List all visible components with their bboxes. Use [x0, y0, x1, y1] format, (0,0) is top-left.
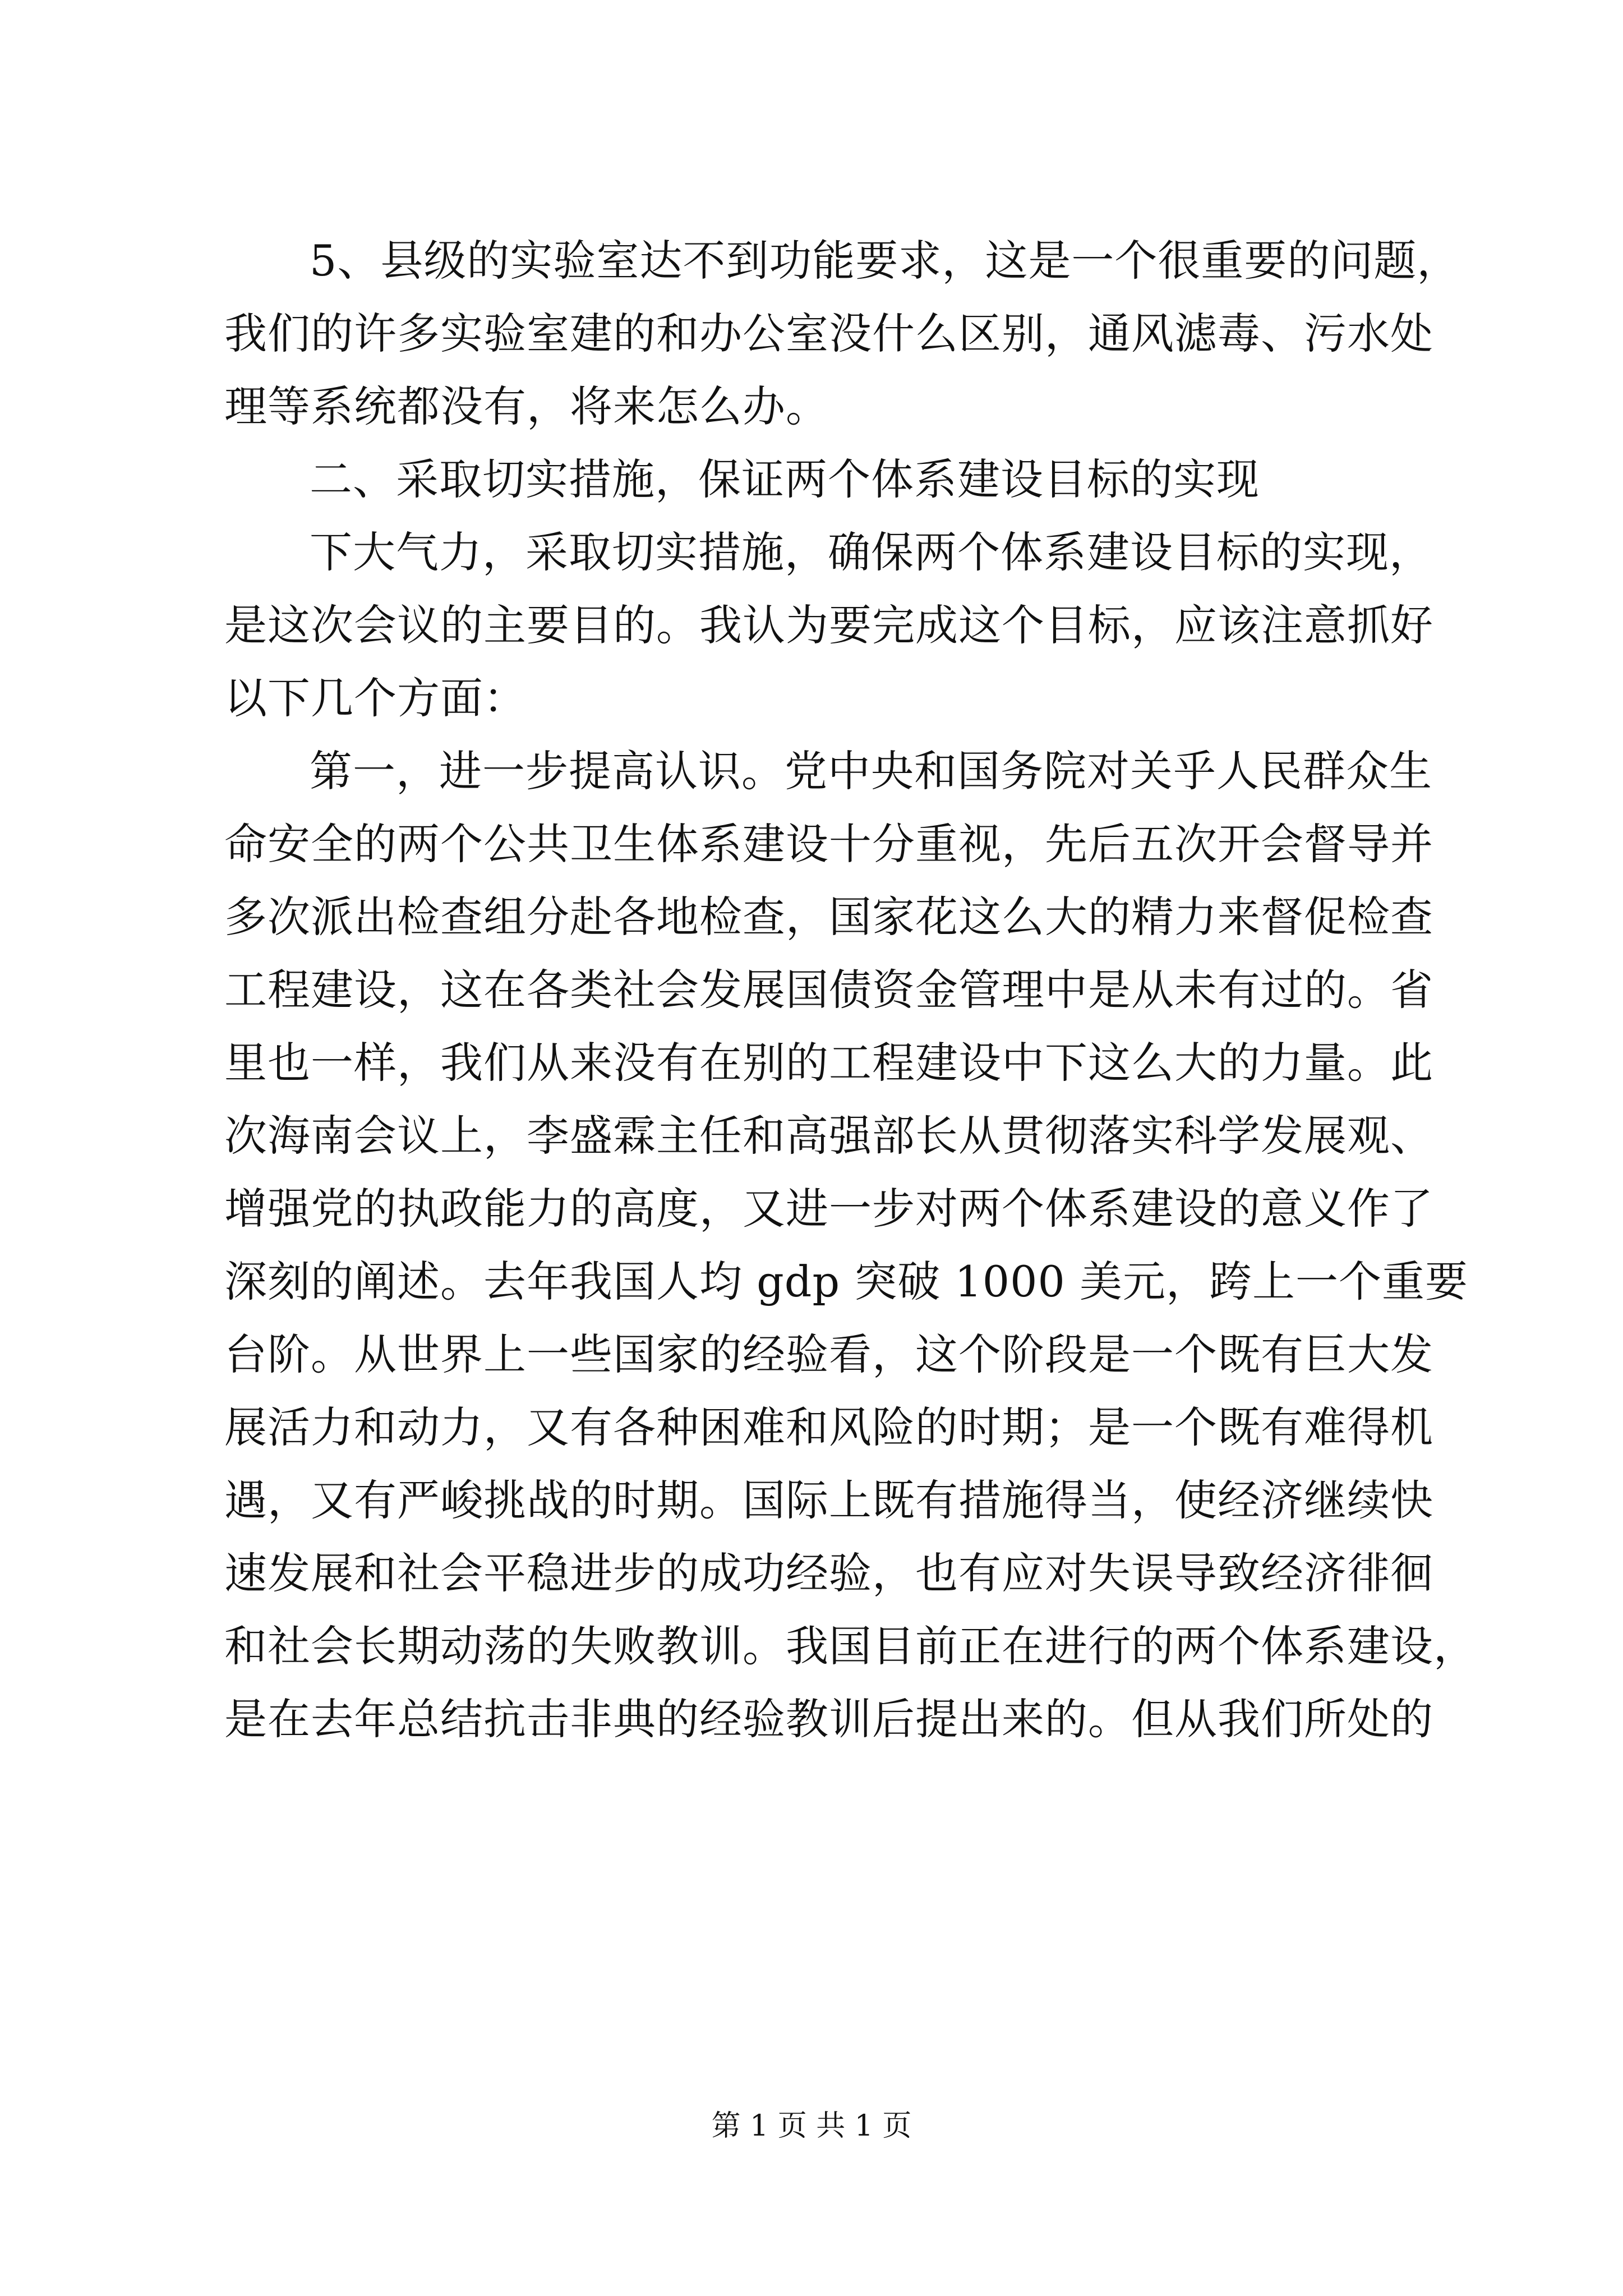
- document-body: [224, 224, 1477, 1756]
- paragraph-line: 次海南会议上，李盛霖主任和高强部长从贯彻落实科学发展观、: [224, 1111, 1433, 1161]
- paragraph-line: 以下几个方面：: [224, 673, 527, 723]
- paragraph-line: 里也一样，我们从来没有在别的工程建设中下这么大的力量。此: [224, 1038, 1433, 1088]
- paragraph-line: 是在去年总结抗击非典的经验教训后提出来的。但从我们所处的: [224, 1694, 1433, 1744]
- paragraph-line: 台阶。从世界上一些国家的经验看，这个阶段是一个既有巨大发: [224, 1329, 1433, 1379]
- page-footer: [0, 2104, 1623, 2148]
- section-heading: 二、采取切实措施，保证两个体系建设目标的实现: [310, 454, 1260, 504]
- paragraph-line: 下大气力，采取切实措施，确保两个体系建设目标的实现，: [310, 527, 1432, 577]
- paragraph-line: 是这次会议的主要目的。我认为要完成这个目标，应该注意抓好: [224, 600, 1433, 650]
- paragraph-line: 速发展和社会平稳进步的成功经验，也有应对失误导致经济徘徊: [224, 1548, 1433, 1598]
- paragraph-line: 遇，又有严峻挑战的时期。国际上既有措施得当，使经济继续快: [224, 1475, 1433, 1525]
- paragraph-line: 增强党的执政能力的高度，又进一步对两个体系建设的意义作了: [224, 1184, 1433, 1234]
- paragraph-line: 命安全的两个公共卫生体系建设十分重视，先后五次开会督导并: [224, 819, 1433, 869]
- paragraph-line: 和社会长期动荡的失败教训。我国目前正在进行的两个体系建设，: [224, 1621, 1477, 1671]
- paragraph-line: 多次派出检查组分赴各地检查，国家花这么大的精力来督促检查: [224, 892, 1433, 942]
- paragraph-line: 工程建设，这在各类社会发展国债资金管理中是从未有过的。省: [224, 965, 1433, 1015]
- paragraph-line: 第一，进一步提高认识。党中央和国务院对关乎人民群众生: [310, 746, 1432, 796]
- paragraph-line: 展活力和动力，又有各种困难和风险的时期；是一个既有难得机: [224, 1402, 1433, 1452]
- paragraph-line: 我们的许多实验室建的和办公室没什么区别，通风滤毒、污水处: [224, 309, 1433, 358]
- paragraph-line: 深刻的阐述。去年我国人均 gdp 突破 1000 美元，跨上一个重要: [224, 1257, 1468, 1306]
- page-number-label: 第 1 页 共 1 页: [711, 2109, 912, 2143]
- paragraph-line: 5、县级的实验室达不到功能要求，这是一个很重要的问题，: [310, 236, 1460, 286]
- paragraph-line: 理等系统都没有，将来怎么办。: [224, 381, 829, 431]
